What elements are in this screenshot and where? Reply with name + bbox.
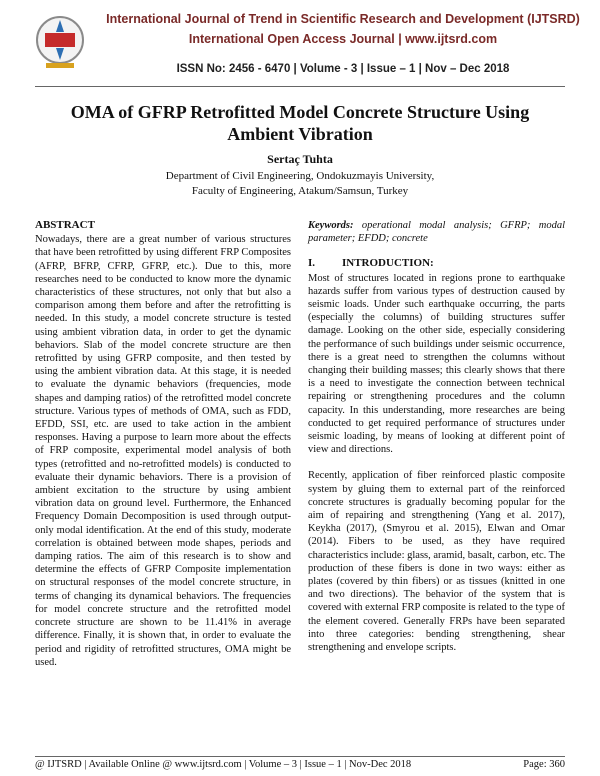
issn-line: ISSN No: 2456 - 6470 | Volume - 3 | Issue – 1 | Nov – Dec 2018 — [176, 63, 510, 75]
abstract-heading: ABSTRACT — [35, 219, 95, 231]
footer-rule — [35, 756, 565, 757]
journal-name: International Journal of Trend in Scientific Research and Development (IJTSRD) — [106, 12, 580, 26]
author-name: Sertaç Tuhta — [267, 152, 333, 166]
abstract-text: Nowadays, there are a great number of various structures that have been retrofitted by using different FRP Composites (AFRP, BFRP, CFRP, GFRP, etc.). Due to this, more researches need to be conducted to know more the dynamic characteristics of these structures, not only that but also a comparison among them before and after the retrofitting is needed. In this study, a model concrete structure is tested using ambient vibration data, in order to get the dynamic behaviors. Slab of the model concrete structure are then retrofitted by using GFRP composite, and then tested by using the ambient vibration data. At this stage, it is needed to evaluate the dynamic behaviors (frequencies, mode shapes and damping ratios) of the retrofitted model concrete structure. Various types of methods of OMA, such as FDD, EFDD, SSI, etc. are used to take action in the ambient responses. Having a purpose to learn more about the effects of FRP composite, experimental model analysis of both types (retrofitted and no-retrofitted models) is conducted to evaluate their dynamic behaviors. There is a provision of ambient excitation to the structure by using ambient vibration data on ground level. Furthermore, the Enhanced Frequency Domain Decomposition is used through output-only modal identification. At the end of this study, moderate correlation is obtained between mode shapes, periods and damping ratios. The aim of this research is to show and determine the effects of GFRP Composite implementation on structural responses of the model concrete structure, in terms of changing its dynamical behaviors. The frequencies for model concrete structure and the retrofitted model concrete structure are shown to be 11.41% in average difference. Finally, it is shown that, in order to evaluate the period and rigidity of retrofitted structures, OMA might be used. — [35, 234, 291, 668]
introduction-paragraph-1: Most of structures located in regions prone to earthquake hazards suffer from various types of destruction caused by seismic loads. Under such earthquake occurring, the parts (especially the columns) of building structures suffer damage. Looking on the other side, especially considering the performance of such buildings under seismic occurrence, there is a great need to strengthen the columns without changing their building masses; this clearly shows that there is a need to investigate the connection between technical repairing or strengthening procedures and the column capacity. In this understanding, more researches are being conducted to get required performance of structures under seismic loading, by means of looking at different point of view and directions. — [308, 272, 565, 456]
page-number: Page: 360 — [523, 759, 565, 770]
introduction-paragraph-2: Recently, application of fiber reinforced plastic composite system by gluing them to external part of the reinforced concrete structures is gradually becoming popular for the aim of repairing and strengthening (Yang et al. 2017), Keykha (2017), (Smyrou et al. 2015), Elwan and Omar (2014). Fibers to be used, as they have required characteristics include: glass, aramid, basalt, carbon, etc. The production of these fibers is done in two ways: either as plates (covered by thin fibers) or as tissues (knitted in one and two directions). The behavior of the system that is covered with external FRP composite is related to the type of the element covered. Generally FRPs have been separated into three categories: bending strengthening, shear strengthening and envelope scripts. — [308, 470, 565, 654]
introduction-heading — [308, 257, 565, 270]
keywords-text: operational modal analysis; GFRP; modal parameter; EFDD; concrete — [308, 220, 566, 245]
page-footer — [35, 759, 565, 770]
section-title: INTRODUCTION: — [342, 257, 434, 270]
paper-title: OMA of GFRP Retrofitted Model Concrete Structure Using Ambient Vibration — [70, 102, 530, 144]
keywords-block — [308, 219, 565, 245]
header-rule — [35, 86, 565, 87]
footer-left-text: @ IJTSRD | Available Online @ www.ijtsrd.com | Volume – 3 | Issue – 1 | Nov-Dec 2018 — [35, 759, 412, 770]
ijtsrd-logo-icon — [34, 14, 86, 70]
keywords-label: Keywords: — [308, 220, 354, 231]
right-column — [308, 219, 565, 654]
affiliation-line-2: Faculty of Engineering, Atakum/Samsun, Turkey — [191, 185, 409, 197]
journal-subtitle: International Open Access Journal | www.ijtsrd.com — [188, 32, 498, 46]
affiliation-line-1: Department of Civil Engineering, Ondokuzmayis University, — [165, 170, 435, 182]
section-number: I. — [308, 257, 316, 270]
left-column — [35, 219, 291, 669]
